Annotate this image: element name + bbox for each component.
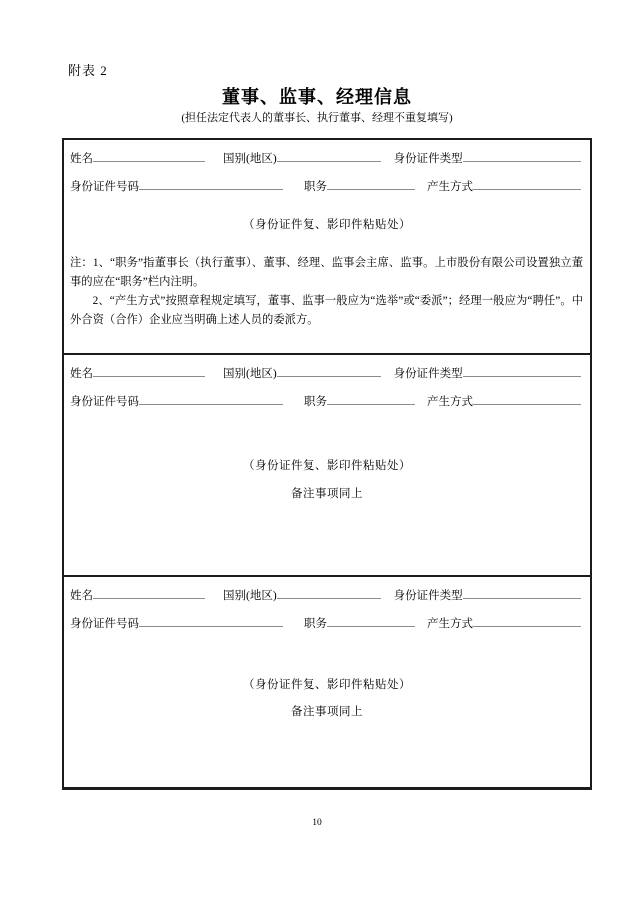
position-blank: [327, 613, 415, 627]
nationality-label: 国别(地区): [223, 153, 277, 165]
method-field: [427, 176, 581, 194]
position-label: 职务: [304, 396, 327, 408]
id-type-label: 身份证件类型: [393, 153, 463, 165]
method-field: [427, 613, 581, 631]
nationality-blank: [277, 585, 381, 599]
id-number-label: 身份证件号码: [70, 618, 139, 630]
note-line-2: 2、“产生方式”按照章程规定填写，董事、监事一般应为“选举”或“委派”；经理一般应为“聘任”。中外合资（合作）企业应当明确上述人员的委派方。: [70, 295, 583, 326]
remark-text: 备注事项同上: [291, 706, 363, 718]
paste-area-label: （身份证件复、影印件粘贴处）: [243, 219, 411, 231]
id-type-label: 身份证件类型: [393, 368, 463, 380]
id-number-blank: [139, 613, 283, 627]
nationality-label: 国别(地区): [223, 590, 277, 602]
method-blank: [473, 613, 581, 627]
name-field: [70, 148, 205, 166]
position-field: [304, 391, 415, 409]
id-number-blank: [139, 176, 283, 190]
method-field: [427, 391, 581, 409]
name-blank: [93, 363, 205, 377]
field-row-identity: [70, 585, 581, 603]
member-info-section-3: [64, 575, 590, 783]
id-type-field: [394, 363, 581, 381]
id-type-blank: [463, 363, 581, 377]
appendix-label: 附表 2: [68, 63, 108, 78]
method-label: 产生方式: [427, 618, 473, 630]
nationality-field: [223, 148, 381, 166]
name-field: [70, 585, 205, 603]
id-type-blank: [463, 585, 581, 599]
id-type-field: [394, 585, 581, 603]
id-number-field: [70, 176, 283, 194]
position-label: 职务: [304, 618, 327, 630]
nationality-field: [223, 363, 381, 381]
director-info-table: [62, 138, 592, 790]
remark-text: 备注事项同上: [291, 488, 363, 500]
id-number-label: 身份证件号码: [70, 181, 139, 193]
nationality-blank: [277, 148, 381, 162]
method-label: 产生方式: [427, 396, 473, 408]
method-blank: [473, 391, 581, 405]
note-line-1: 注：1、“职务”指董事长（执行董事）、董事、经理、监事会主席、监事。上市股份有限公司设置独立董事的应在“职务”栏内注明。: [70, 257, 583, 288]
name-label: 姓名: [70, 590, 93, 602]
position-field: [304, 613, 415, 631]
id-number-label: 身份证件号码: [70, 396, 139, 408]
id-number-blank: [139, 391, 283, 405]
member-info-section-1: [64, 140, 590, 353]
field-row-position: [70, 391, 581, 409]
name-field: [70, 363, 205, 381]
page-number: 10: [312, 818, 322, 828]
position-blank: [327, 391, 415, 405]
notes-block: [70, 254, 583, 330]
nationality-blank: [277, 363, 381, 377]
member-info-section-2: [64, 353, 590, 575]
position-field: [304, 176, 415, 194]
id-type-blank: [463, 148, 581, 162]
position-label: 职务: [304, 181, 327, 193]
page-subtitle: (担任法定代表人的董事长、执行董事、经理不重复填写): [181, 112, 453, 124]
nationality-field: [223, 585, 381, 603]
field-row-position: [70, 176, 581, 194]
method-label: 产生方式: [427, 181, 473, 193]
name-label: 姓名: [70, 153, 93, 165]
name-label: 姓名: [70, 368, 93, 380]
nationality-label: 国别(地区): [223, 368, 277, 380]
name-blank: [93, 148, 205, 162]
paste-area-label: （身份证件复、影印件粘贴处）: [243, 460, 411, 472]
id-number-field: [70, 391, 283, 409]
position-blank: [327, 176, 415, 190]
id-type-label: 身份证件类型: [393, 590, 463, 602]
field-row-position: [70, 613, 581, 631]
id-number-field: [70, 613, 283, 631]
field-row-identity: [70, 148, 581, 166]
page-title: 董事、监事、经理信息: [222, 87, 412, 107]
id-type-field: [394, 148, 581, 166]
method-blank: [473, 176, 581, 190]
name-blank: [93, 585, 205, 599]
field-row-identity: [70, 363, 581, 381]
paste-area-label: （身份证件复、影印件粘贴处）: [243, 679, 411, 691]
